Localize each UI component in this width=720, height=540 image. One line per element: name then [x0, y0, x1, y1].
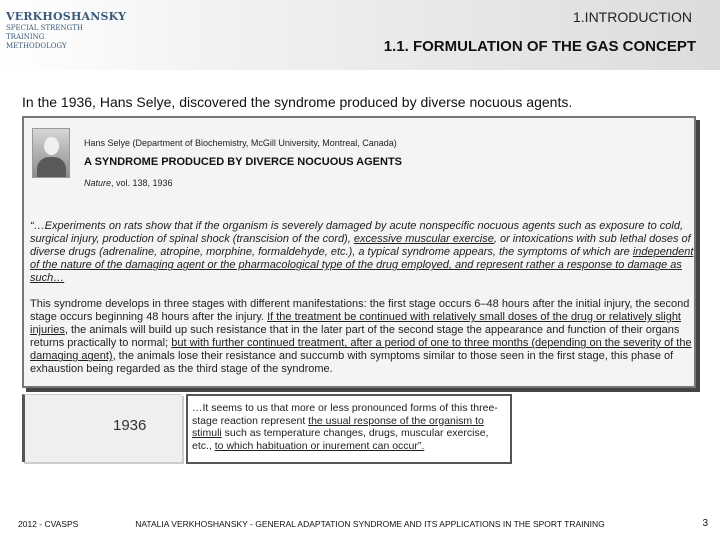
- quote3-underline-2: to which habituation or inurement can occur”.: [214, 439, 425, 452]
- logo-line-2: METHODOLOGY: [6, 42, 67, 50]
- page-number: 3: [702, 518, 708, 529]
- selye-portrait: [32, 128, 70, 178]
- logo-main-text: VERKHOSHANSKY: [6, 10, 127, 23]
- quote2-underline-2: but with further continued treatment, after a period of one to three months (depending on the severity of the damaging agent): [30, 337, 692, 363]
- quote-paragraph-2: [30, 298, 694, 377]
- logo-line-1: SPECIAL STRENGTH TRAINING: [6, 24, 83, 41]
- portrait-shoulders: [37, 157, 66, 177]
- section-title: 1.INTRODUCTION: [573, 9, 692, 25]
- logo: [6, 10, 127, 54]
- journal-name: Nature: [84, 178, 112, 188]
- portrait-face: [44, 137, 59, 155]
- quote1-part-b: , or intoxications with sub lethal doses of diverse drugs (adrenaline, atropine, morphine, formaldehyde, etc.), a typical syndrome appears, the symptoms of which are: [30, 233, 691, 259]
- quote3-part-b: such as temperature changes, drugs, muscular exercise, etc.,: [192, 427, 489, 452]
- footer: [0, 512, 720, 540]
- intro-text: In the 1936, Hans Selye, discovered the syndrome produced by diverse nocuous agents.: [22, 94, 573, 110]
- quote1-underline-2: independent of the nature of the damaging agent or the pharmacological type of the drug employed, and represent rather a response to damage as such…: [30, 246, 694, 285]
- journal-volume: , vol. 138, 1936: [111, 178, 173, 188]
- quote2-part-b: , the animals will build up such resistance that in the later part of the second stage the appearance and function of their organs returns practically to normal;: [30, 324, 680, 350]
- paper-journal: [84, 178, 173, 188]
- paper-excerpt-box: [22, 116, 696, 388]
- paper-title: A SYNDROME PRODUCED BY DIVERCE NOCUOUS AGENTS: [84, 156, 403, 168]
- footer-center-text: NATALIA VERKHOSHANSKY - GENERAL ADAPTATION SYNDROME AND ITS APPLICATIONS IN THE SPORT TRAINING: [135, 519, 605, 529]
- quote3-underline-1: the usual response of the organism to stimuli: [192, 414, 484, 439]
- quote2-part-c: , the animals lose their resistance and succumb with symptoms similar to those seen in the first stage, this phase of exhaustion being regarded as the third stage of the syndrome.: [30, 350, 674, 376]
- quote2-underline-1: If the treatment be continued with relatively small doses of the drug or relatively slight injuries: [30, 311, 681, 337]
- quote1-part-a: “…Experiments on rats show that if the organism is severely damaged by acute nonspecific nocuous agents such as exposure to cold, surgical injury, production of spinal shock (transcision of the cord),: [30, 220, 684, 246]
- paper-author: Hans Selye (Department of Biochemistry, McGill University, Montreal, Canada): [84, 138, 397, 148]
- quote-paragraph-1: [30, 220, 694, 285]
- conclusion-quote-box: [186, 394, 512, 464]
- footer-left-text: 2012 - CVASPS: [18, 519, 79, 529]
- year-label: 1936: [113, 417, 147, 434]
- quote-paragraph-3: [192, 402, 510, 452]
- quote1-underline-1: excessive muscular exercise: [353, 233, 494, 246]
- quote2-part-a: This syndrome develops in three stages with different manifestations: the first stage occurs 6–48 hours after the initial injury, the second stage occurs beginning 48 hours after the injury.: [30, 298, 690, 324]
- quote3-part-a: …It seems to us that more or less pronounced forms of this three-stage reaction represent: [192, 402, 498, 427]
- year-box: [22, 394, 182, 462]
- slide-title: 1.1. FORMULATION OF THE GAS CONCEPT: [383, 38, 696, 55]
